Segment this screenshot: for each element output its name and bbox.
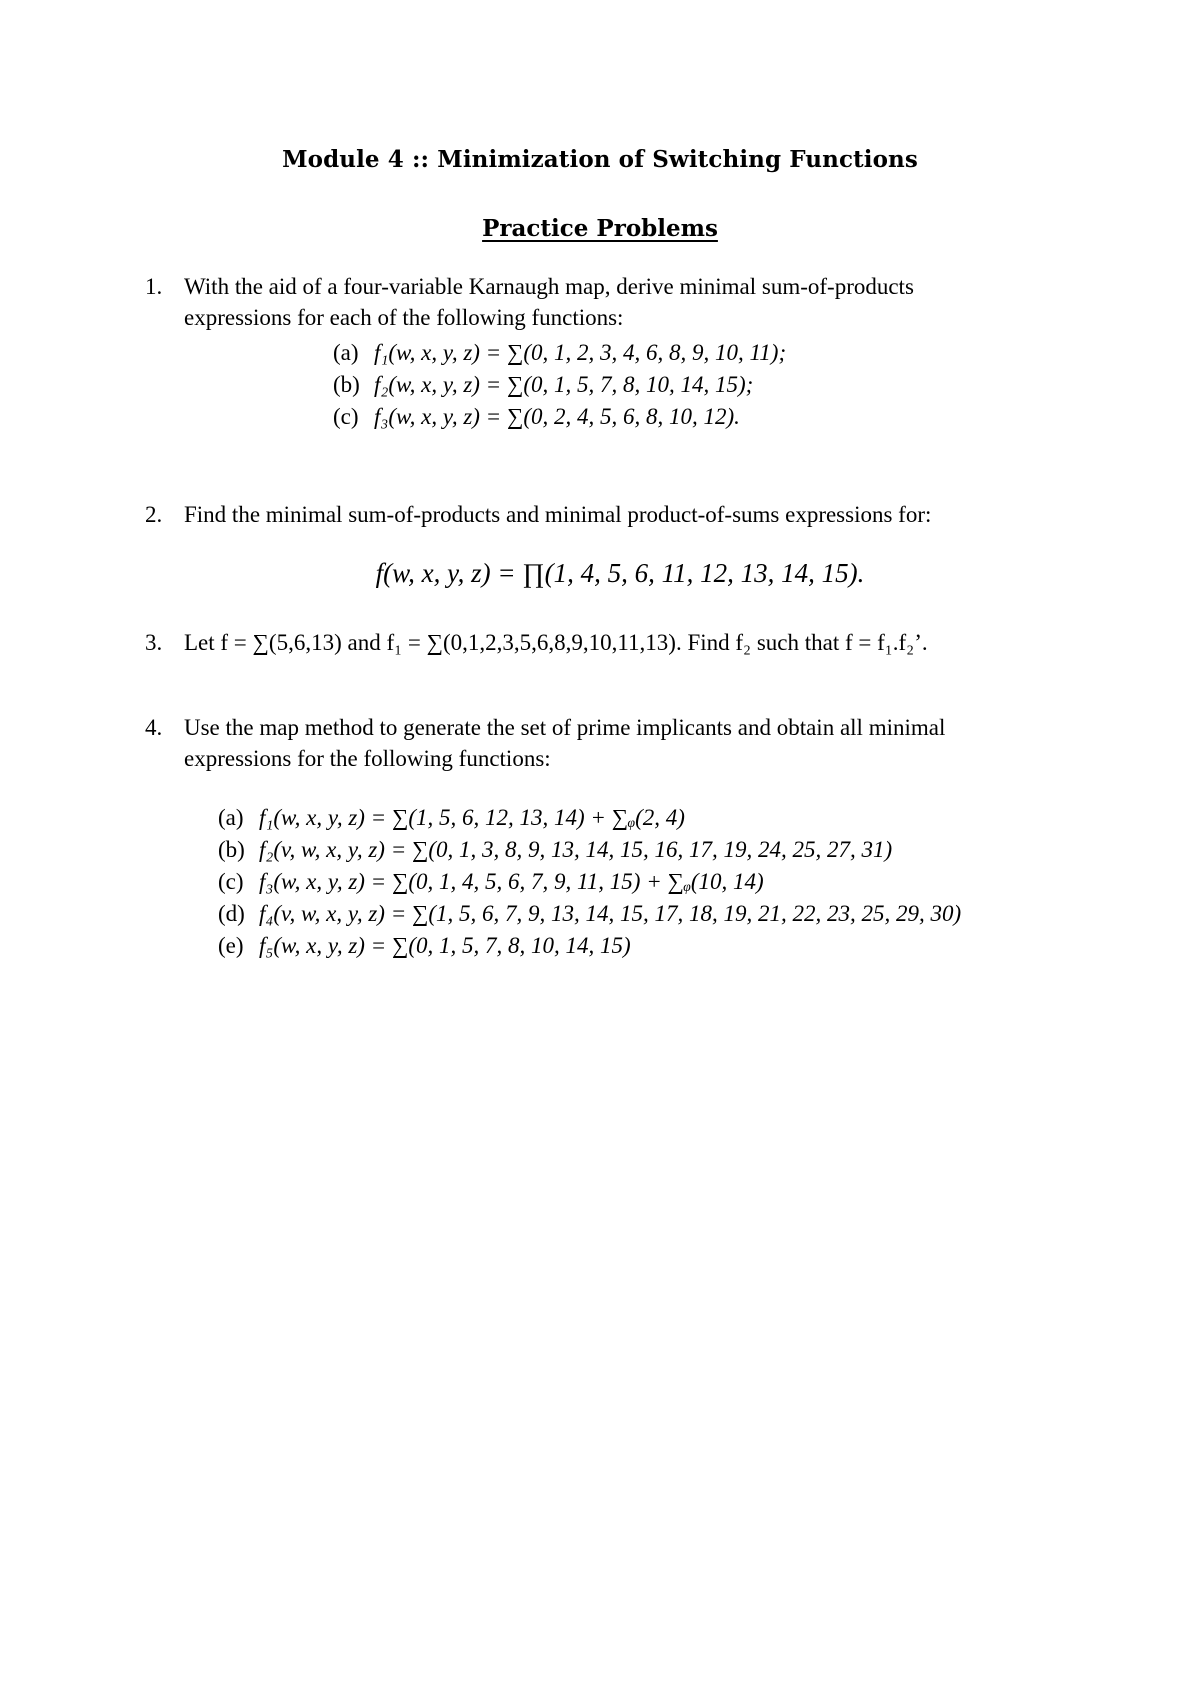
problem-number: 3.	[145, 630, 163, 655]
problem-number: 2.	[145, 502, 163, 527]
subitem-c	[218, 866, 961, 898]
problem-text-line-1: Find the minimal sum-of-products and minimal product-of-sums expressions for:	[184, 502, 932, 527]
subitem-label: (c)	[218, 869, 244, 894]
subitem-c	[333, 401, 786, 433]
problem-1	[145, 271, 1080, 333]
subitem-expression: f₂(v, w, x, y, z) = ∑(0, 1, 3, 8, 9, 13, 14, 15, 16, 17, 19, 24, 25, 27, 31)	[259, 837, 893, 862]
problem-text-line-1: Let f = ∑(5,6,13) and f₁ = ∑(0,1,2,3,5,6,8,9,10,11,13). Find f₂ such that f = f₁.f₂’.	[184, 630, 928, 655]
subitem-label: (a)	[333, 340, 359, 365]
subitem-b	[218, 834, 961, 866]
problem-4	[145, 712, 1080, 774]
page-title: Module 4 :: Minimization of Switching Functions	[282, 146, 918, 173]
problem-text-line-1: Use the map method to generate the set of prime implicants and obtain all minimal	[184, 715, 946, 740]
problem-text-line-1: With the aid of a four-variable Karnaugh map, derive minimal sum-of-products	[184, 274, 914, 299]
problem-number: 4.	[145, 715, 163, 740]
problem-4-subitems	[218, 802, 961, 962]
subitem-e	[218, 930, 961, 962]
subitem-b	[333, 369, 786, 401]
subitem-a	[218, 802, 961, 834]
problem-number: 1.	[145, 274, 163, 299]
subitem-d	[218, 898, 961, 930]
subitem-label: (b)	[218, 837, 245, 862]
problem-2	[145, 499, 1080, 530]
subitem-expression: f₁(w, x, y, z) = ∑(1, 5, 6, 12, 13, 14) + ∑ᵩ(2, 4)	[259, 805, 685, 830]
subitem-expression: f₅(w, x, y, z) = ∑(0, 1, 5, 7, 8, 10, 14, 15)	[259, 933, 631, 958]
subitem-a	[333, 337, 786, 369]
subitem-expression: f₂(w, x, y, z) = ∑(0, 1, 5, 7, 8, 10, 14, 15);	[374, 372, 754, 397]
problem-3	[145, 627, 1080, 658]
formula-expression: f(w, x, y, z) = ∏(1, 4, 5, 6, 11, 12, 13, 14, 15).	[375, 558, 865, 588]
subitem-label: (c)	[333, 404, 359, 429]
page-subtitle: Practice Problems	[482, 215, 718, 242]
subitem-expression: f₄(v, w, x, y, z) = ∑(1, 5, 6, 7, 9, 13, 14, 15, 17, 18, 19, 21, 22, 23, 25, 29, 30)	[259, 901, 962, 926]
subitem-label: (e)	[218, 933, 244, 958]
subitem-label: (b)	[333, 372, 360, 397]
problem-text-line-2: expressions for each of the following functions:	[184, 305, 624, 330]
problem-text-line-2: expressions for the following functions:	[184, 746, 551, 771]
subitem-expression: f₃(w, x, y, z) = ∑(0, 2, 4, 5, 6, 8, 10, 12).	[374, 404, 740, 429]
subitem-expression: f₃(w, x, y, z) = ∑(0, 1, 4, 5, 6, 7, 9, 11, 15) + ∑ᵩ(10, 14)	[259, 869, 764, 894]
problem-1-subitems	[333, 337, 786, 433]
subitem-label: (d)	[218, 901, 245, 926]
subitem-expression: f₁(w, x, y, z) = ∑(0, 1, 2, 3, 4, 6, 8, 9, 10, 11);	[374, 340, 787, 365]
subitem-label: (a)	[218, 805, 244, 830]
problem-2-formula	[0, 558, 1200, 589]
